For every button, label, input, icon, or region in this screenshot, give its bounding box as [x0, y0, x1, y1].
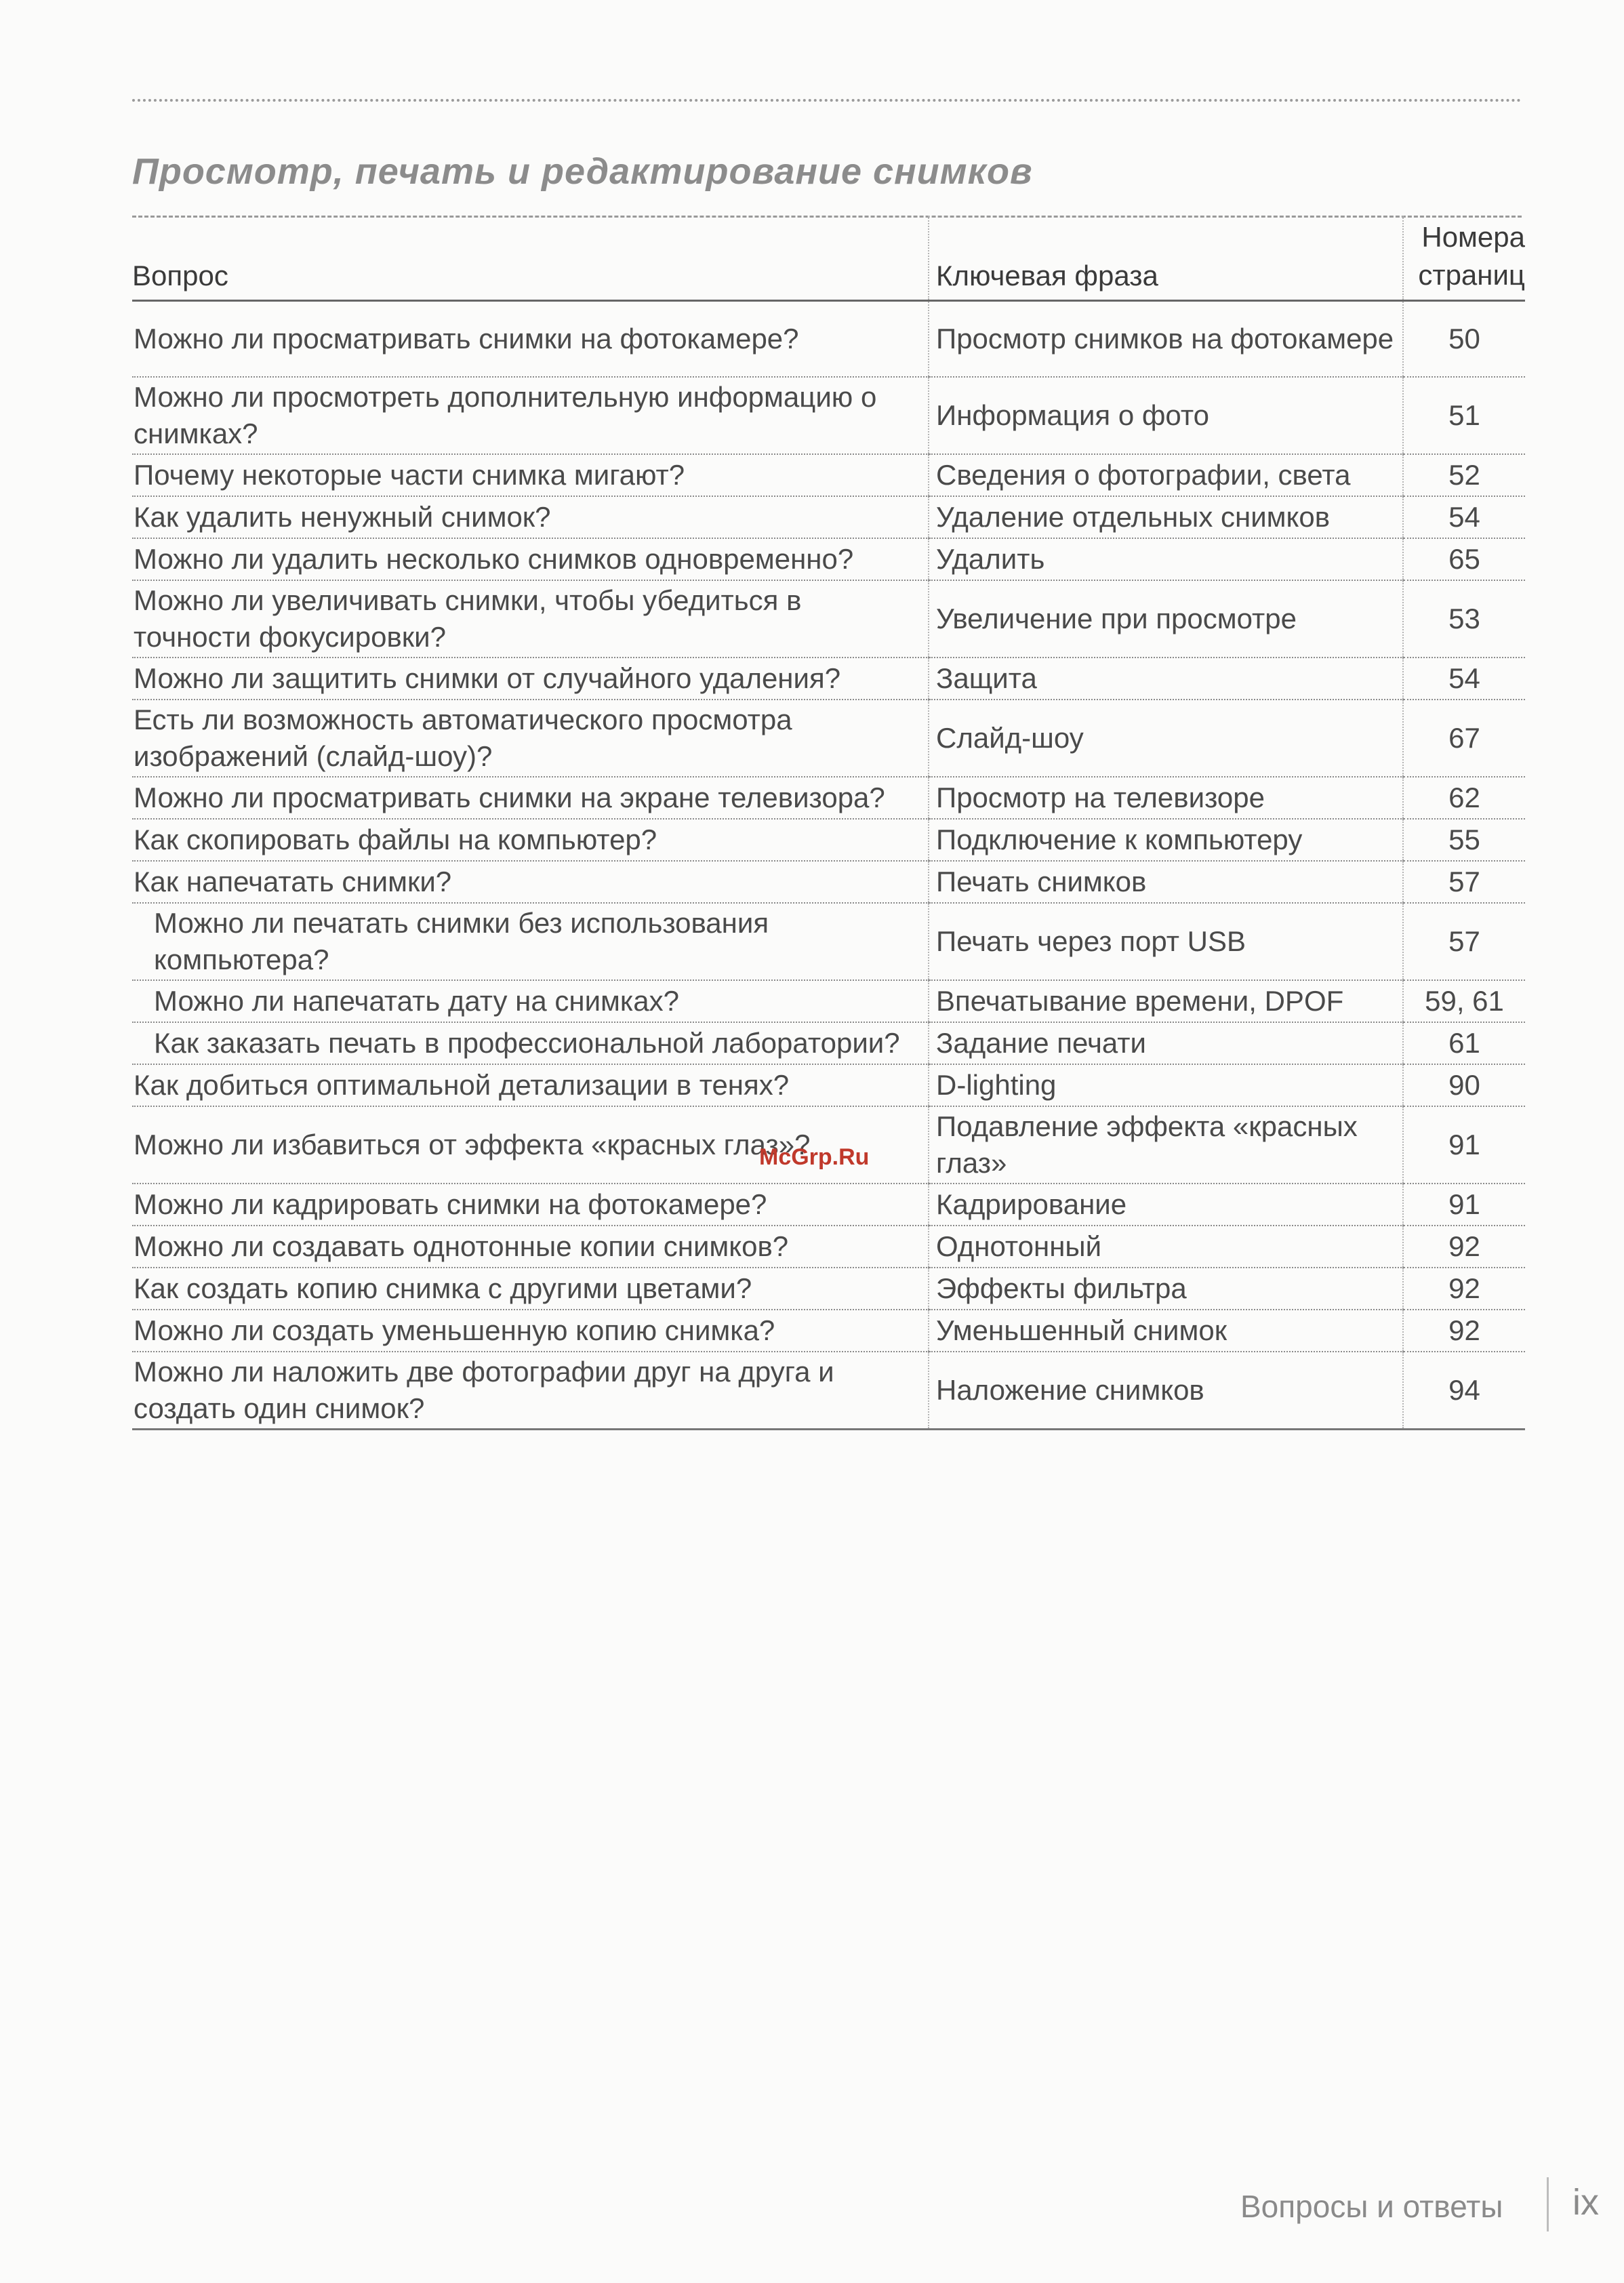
section-title: Просмотр, печать и редактирование снимков [132, 151, 1033, 192]
row-question: Почему некоторые части снимка мигают? [132, 454, 929, 496]
row-question: Можно ли создавать однотонные копии снимков? [132, 1226, 929, 1268]
row-pages: 53 [1403, 580, 1525, 658]
row-keyword: Печать через порт USB [929, 903, 1403, 980]
row-keyword: Уменьшенный снимок [929, 1310, 1403, 1352]
faq-table [132, 216, 1525, 1430]
row-question: Как удалить ненужный снимок? [132, 496, 929, 538]
row-question: Как скопировать файлы на компьютер? [132, 819, 929, 861]
row-question: Можно ли печатать снимки без использования компьютера? [132, 903, 929, 980]
row-pages: 92 [1403, 1268, 1525, 1310]
row-keyword: Сведения о фотографии, света [929, 454, 1403, 496]
top-rule [132, 99, 1522, 102]
row-pages: 61 [1403, 1022, 1525, 1064]
watermark: McGrp.Ru [759, 1144, 870, 1170]
row-keyword: Печать снимков [929, 861, 1403, 903]
table-row [132, 777, 1525, 819]
table-row [132, 1022, 1525, 1064]
row-keyword: Наложение снимков [929, 1352, 1403, 1430]
footer-page-number: ix [1572, 2182, 1599, 2223]
row-question: Можно ли напечатать дату на снимках? [132, 980, 929, 1022]
table-row [132, 1184, 1525, 1226]
row-pages: 54 [1403, 658, 1525, 700]
row-question: Есть ли возможность автоматического просмотра изображений (слайд-шоу)? [132, 700, 929, 777]
row-keyword: Удаление отдельных снимков [929, 496, 1403, 538]
table-row [132, 538, 1525, 580]
table-row [132, 1310, 1525, 1352]
row-question: Как создать копию снимка с другими цветами? [132, 1268, 929, 1310]
table-row [132, 1064, 1525, 1106]
table-row [132, 580, 1525, 658]
row-pages: 52 [1403, 454, 1525, 496]
row-pages: 92 [1403, 1310, 1525, 1352]
row-keyword: Задание печати [929, 1022, 1403, 1064]
row-keyword: Просмотр снимков на фотокамере [929, 301, 1403, 377]
row-pages: 90 [1403, 1064, 1525, 1106]
row-pages: 94 [1403, 1352, 1525, 1430]
row-pages: 54 [1403, 496, 1525, 538]
header-keyword: Ключевая фраза [929, 216, 1403, 301]
row-keyword: Увеличение при просмотре [929, 580, 1403, 658]
table-row [132, 301, 1525, 377]
row-pages: 50 [1403, 301, 1525, 377]
row-keyword: Подавление эффекта «красных глаз» [929, 1106, 1403, 1184]
row-pages: 51 [1403, 377, 1525, 454]
table-row [132, 1352, 1525, 1430]
row-question: Можно ли создать уменьшенную копию снимка? [132, 1310, 929, 1352]
table-row [132, 861, 1525, 903]
row-keyword: Защита [929, 658, 1403, 700]
table-row [132, 1226, 1525, 1268]
row-question: Как напечатать снимки? [132, 861, 929, 903]
table-row [132, 819, 1525, 861]
faq-table-body [132, 301, 1525, 1430]
row-question: Можно ли кадрировать снимки на фотокамере? [132, 1184, 929, 1226]
row-question: Как заказать печать в профессиональной лаборатории? [132, 1022, 929, 1064]
row-pages: 67 [1403, 700, 1525, 777]
row-keyword: Кадрирование [929, 1184, 1403, 1226]
table-header-row [132, 216, 1525, 301]
table-row [132, 1268, 1525, 1310]
row-keyword: D-lighting [929, 1064, 1403, 1106]
table-row [132, 496, 1525, 538]
row-keyword: Слайд-шоу [929, 700, 1403, 777]
row-question: Можно ли увеличивать снимки, чтобы убедиться в точности фокусировки? [132, 580, 929, 658]
header-question: Вопрос [132, 216, 929, 301]
table-row [132, 700, 1525, 777]
row-question: Можно ли наложить две фотографии друг на друга и создать один снимок? [132, 1352, 929, 1430]
row-pages: 91 [1403, 1184, 1525, 1226]
row-keyword: Однотонный [929, 1226, 1403, 1268]
footer-section-name: Вопросы и ответы [1240, 2189, 1503, 2224]
table-row [132, 377, 1525, 454]
row-question: Можно ли просматривать снимки на экране телевизора? [132, 777, 929, 819]
row-pages: 92 [1403, 1226, 1525, 1268]
header-pages: Номера страниц [1403, 216, 1525, 301]
row-keyword: Просмотр на телевизоре [929, 777, 1403, 819]
row-question: Можно ли избавиться от эффекта «красных глаз»? [132, 1106, 929, 1184]
row-pages: 65 [1403, 538, 1525, 580]
table-row [132, 903, 1525, 980]
row-pages: 59, 61 [1403, 980, 1525, 1022]
row-keyword: Удалить [929, 538, 1403, 580]
row-question: Можно ли просматривать снимки на фотокамере? [132, 301, 929, 377]
row-pages: 55 [1403, 819, 1525, 861]
footer-separator [1547, 2177, 1549, 2231]
row-question: Как добиться оптимальной детализации в тенях? [132, 1064, 929, 1106]
row-pages: 57 [1403, 903, 1525, 980]
table-row [132, 980, 1525, 1022]
row-question: Можно ли защитить снимки от случайного удаления? [132, 658, 929, 700]
row-keyword: Подключение к компьютеру [929, 819, 1403, 861]
row-keyword: Эффекты фильтра [929, 1268, 1403, 1310]
row-pages: 57 [1403, 861, 1525, 903]
row-question: Можно ли просмотреть дополнительную информацию о снимках? [132, 377, 929, 454]
table-row [132, 658, 1525, 700]
row-question: Можно ли удалить несколько снимков одновременно? [132, 538, 929, 580]
row-pages: 62 [1403, 777, 1525, 819]
row-pages: 91 [1403, 1106, 1525, 1184]
row-keyword: Информация о фото [929, 377, 1403, 454]
row-keyword: Впечатывание времени, DPOF [929, 980, 1403, 1022]
table-row [132, 454, 1525, 496]
